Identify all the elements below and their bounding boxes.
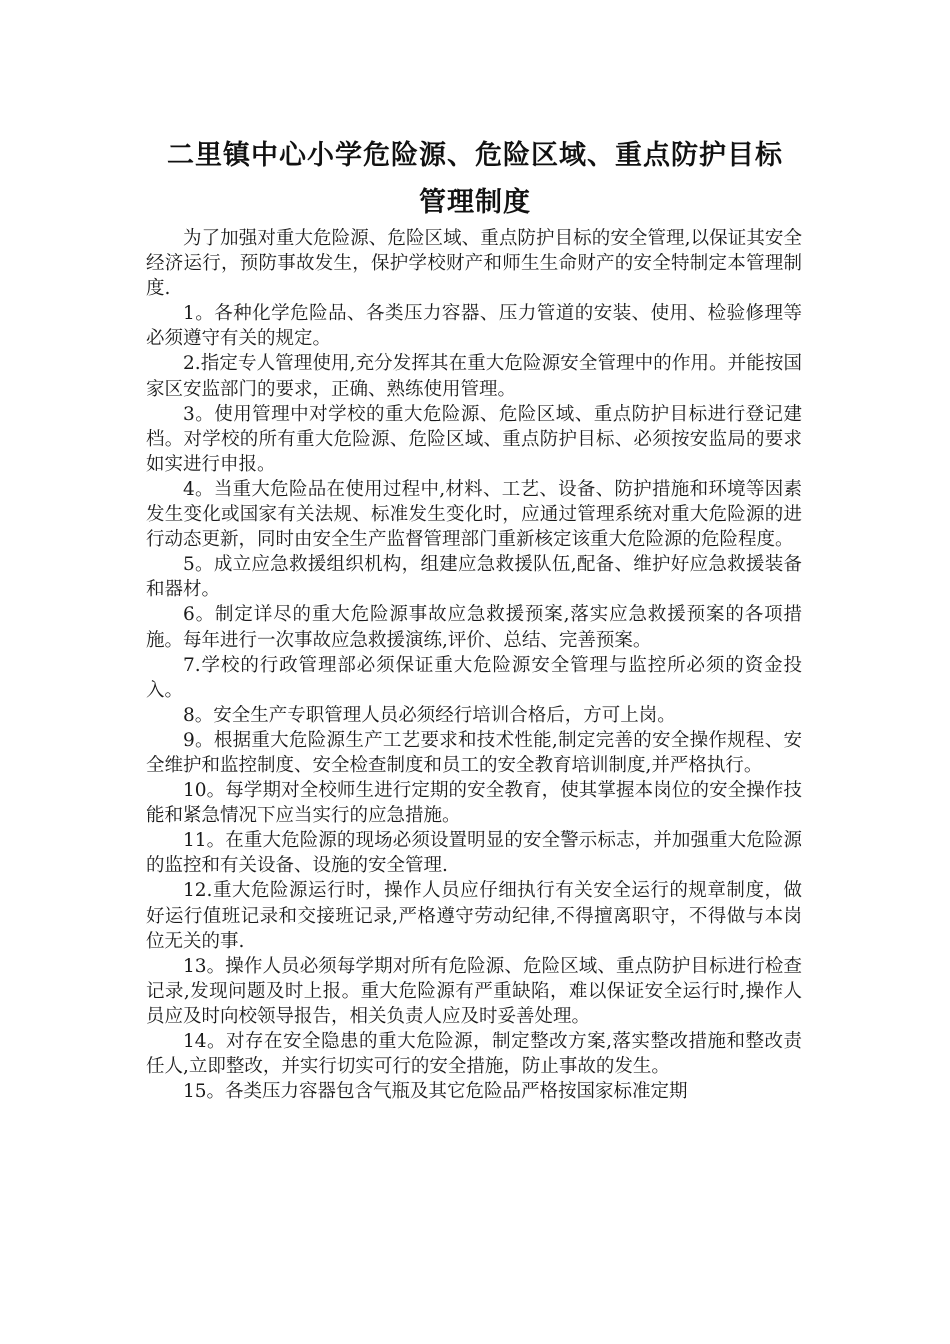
document-title-line1: 二里镇中心小学危险源、危险区域、重点防护目标 [167,140,783,171]
paragraph-item-11: 11。在重大危险源的现场必须设置明显的安全警示标志，并加强重大危险源的监控和有关设备、设施的安全管理. [146,830,802,877]
paragraph-item-4: 4。当重大危险品在使用过程中,材料、工艺、设备、防护措施和环境等因素发生变化或国家有关法规、标准发生变化时，应通过管理系统对重大危险源的进行动态更新，同时由安全生产监督管理部门重新核定该重大危险源的危险程度。 [146,478,802,551]
paragraph-item-7: 7.学校的行政管理部必须保证重大危险源安全管理与监控所必须的资金投入。 [146,654,802,701]
paragraph-item-5: 5。成立应急救援组织机构，组建应急救援队伍,配备、维护好应急救援装备和器材。 [146,554,802,601]
paragraph-item-10: 10。每学期对全校师生进行定期的安全教育，使其掌握本岗位的安全操作技能和紧急情况下应当实行的应急措施。 [146,780,802,827]
paragraph-item-3: 3。使用管理中对学校的重大危险源、危险区域、重点防护目标进行登记建档。对学校的所有重大危险源、危险区域、重点防护目标、必须按安监局的要求如实进行申报。 [146,403,802,475]
paragraph-item-2: 2.指定专人管理使用,充分发挥其在重大危险源安全管理中的作用。并能按国家区安监部门的要求，正确、熟练使用管理。 [146,353,802,400]
paragraph-item-8: 8。安全生产专职管理人员必须经行培训合格后，方可上岗。 [183,704,676,726]
paragraph-item-9: 9。根据重大危险源生产工艺要求和技术性能,制定完善的安全操作规程、安全维护和监控制度、安全检查制度和员工的安全教育培训制度,并严格执行。 [146,729,802,776]
paragraph-item-6: 6。制定详尽的重大危险源事故应急救援预案,落实应急救援预案的各项措施。每年进行一次事故应急救援演练,评价、总结、完善预案。 [146,604,802,651]
document-title-line2: 管理制度 [419,187,531,218]
paragraph-item-15: 15。各类压力容器包含气瓶及其它危险品严格按国家标准定期 [183,1081,688,1103]
paragraph-item-1: 1。各种化学危险品、各类压力容器、压力管道的安装、使用、检验修理等必须遵守有关的规定。 [146,303,802,350]
document-body [146,226,802,1104]
paragraph-intro: 为了加强对重大危险源、危险区域、重点防护目标的安全管理,以保证其安全经济运行，预防事故发生，保护学校财产和师生生命财产的安全特制定本管理制度. [146,228,802,300]
paragraph-item-12: 12.重大危险源运行时，操作人员应仔细执行有关安全运行的规章制度，做好运行值班记录和交接班记录,严格遵守劳动纪律,不得擅离职守，不得做与本岗位无关的事. [146,880,802,952]
paragraph-item-13: 13。操作人员必须每学期对所有危险源、危险区域、重点防护目标进行检查记录,发现问题及时上报。重大危险源有严重缺陷，难以保证安全运行时,操作人员应及时向校领导报告，相关负责人应及时妥善处理。 [146,955,802,1027]
paragraph-item-14: 14。对存在安全隐患的重大危险源，制定整改方案,落实整改措施和整改责任人,立即整改，并实行切实可行的安全措施，防止事故的发生。 [146,1031,802,1078]
